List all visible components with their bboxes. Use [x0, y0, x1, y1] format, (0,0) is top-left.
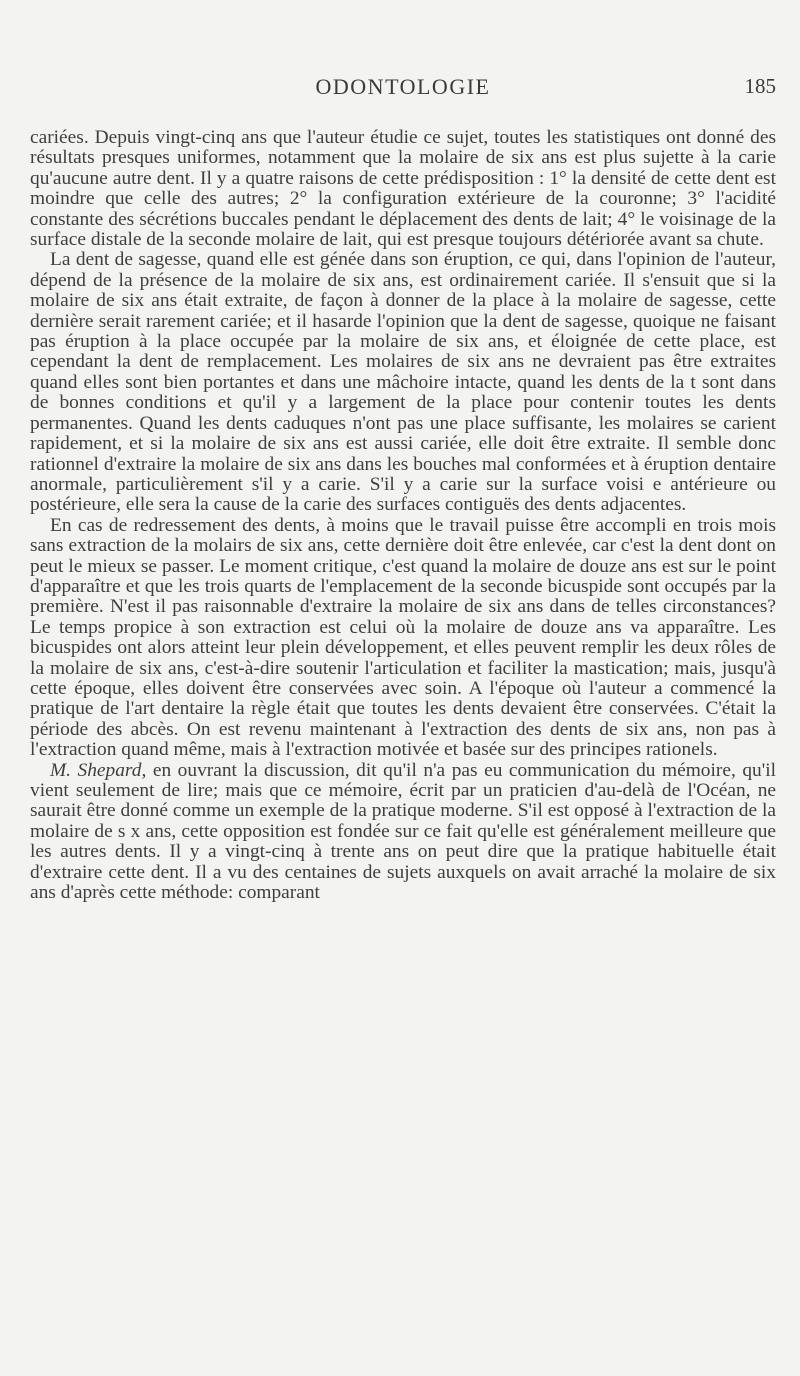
body-text — [30, 128, 776, 903]
speaker-name: M. Shepard, — [50, 759, 147, 781]
paragraph-1-text: cariées. Depuis vingt-cinq ans que l'auteur étudie ce sujet, toutes les statistiques ont donné des résultats presques uniformes, notamment que la molaire de six ans est plus sujette à la carie qu'aucune autre dent. Il y a quatre raisons de cette prédisposition : 1° la densité de cette dent est moindre que celle des autres; 2° la configuration extérieure de la couronne; 3° l'acidité constante des sécrétions buccales pendant le déplacement des dents de lait; 4° le voisinage de la surface distale de la seconde molaire de lait, qui est presque toujours détériorée avant sa chute. — [30, 127, 776, 251]
paragraph-1 — [30, 128, 776, 250]
page-number: 185 — [744, 74, 776, 98]
paragraph-3 — [30, 516, 776, 761]
paragraph-2-text: La dent de sagesse, quand elle est génée dans son éruption, ce qui, dans l'opinion de l'auteur, dépend de la présence de la molaire de six ans, est ordinairement cariée. Il s'ensuit que si la molaire de six ans était extraite, de façon à donner de la place à la molaire de sagesse, cette dernière serait rarement cariée; et il hasarde l'opinion que la dent de sagesse, quoique ne faisant pas éruption à la place occupée par la molaire de six ans, et éloignée de cette place, est cependant la dent de remplacement. Les molaires de six ans ne devraient pas être extraites quand elles sont bien portantes et dans une mâchoire intacte, quand les dents de la t sont dans de bonnes conditions et qu'il y a largement de la place pour contenir toutes les dents permanentes. Quand les dents caduques n'ont pas une place suffisante, les molaires se carient rapidement, et si la molaire de six ans est aussi cariée, elle doit être extraite. Il semble donc rationnel d'extraire la molaire de six ans dans les bouches mal conformées et à éruption dentaire anormale, particulièrement s'il y a carie. S'il y a carie sur la surface voisi e antérieure ou postérieure, elle sera la cause de la carie des surfaces contiguës des dents adjacentes. — [30, 249, 776, 516]
paragraph-3-text: En cas de redressement des dents, à moins que le travail puisse être accompli en trois mois sans extraction de la molairs de six ans, cette dernière doit être enlevée, car c'est la dent dont on peut le mieux se passer. Le moment critique, c'est quand la molaire de douze ans est sur le point d'apparaître et que les trois quarts de l'emplacement de la seconde bicuspide sont occupés par la première. N'est il pas raisonnable d'extraire la molaire de six ans dans de telles circonstances? Le temps propice à son extraction est celui où la molaire de douze ans va apparaître. Les bicuspides ont alors atteint leur plein développement, et elles peuvent remplir les deux rôles de la molaire de six ans, c'est-à-dire soutenir l'articulation et faciliter la mastication; mais, jusqu'à cette époque, elles doivent être conservées avec soin. A l'époque où l'auteur a commencé la pratique de l'art dentaire la règle était que toutes les dents devaient être conservées. C'était la période des abcès. On est revenu maintenant à l'extraction des dents de six ans, non pas à l'extraction quand même, mais à l'extraction motivée et basée sur des principes rationels. — [30, 514, 776, 761]
running-head — [30, 74, 776, 104]
paragraph-4-text: en ouvrant la discussion, dit qu'il n'a pas eu communication du mémoire, qu'il vient seulement de lire; mais que ce mémoire, écrit par un praticien d'au-delà de l'Océan, ne saurait être donné comme un exemple de la pratique moderne. S'il est opposé à l'extraction de la molaire de s x ans, cette opposition est fondée sur ce fait qu'elle est généralement meilleure que les autres dents. Il y a vingt-cinq à trente ans on peut dire que la pratique habituelle était d'extraire cette dent. Il a vu des centaines de sujets auxquels on avait arraché la molaire de six ans d'après cette méthode: comparant — [30, 759, 776, 904]
document-page — [30, 0, 776, 1376]
paragraph-4 — [30, 761, 776, 904]
running-title: ODONTOLOGIE — [315, 74, 491, 99]
paragraph-2 — [30, 250, 776, 515]
